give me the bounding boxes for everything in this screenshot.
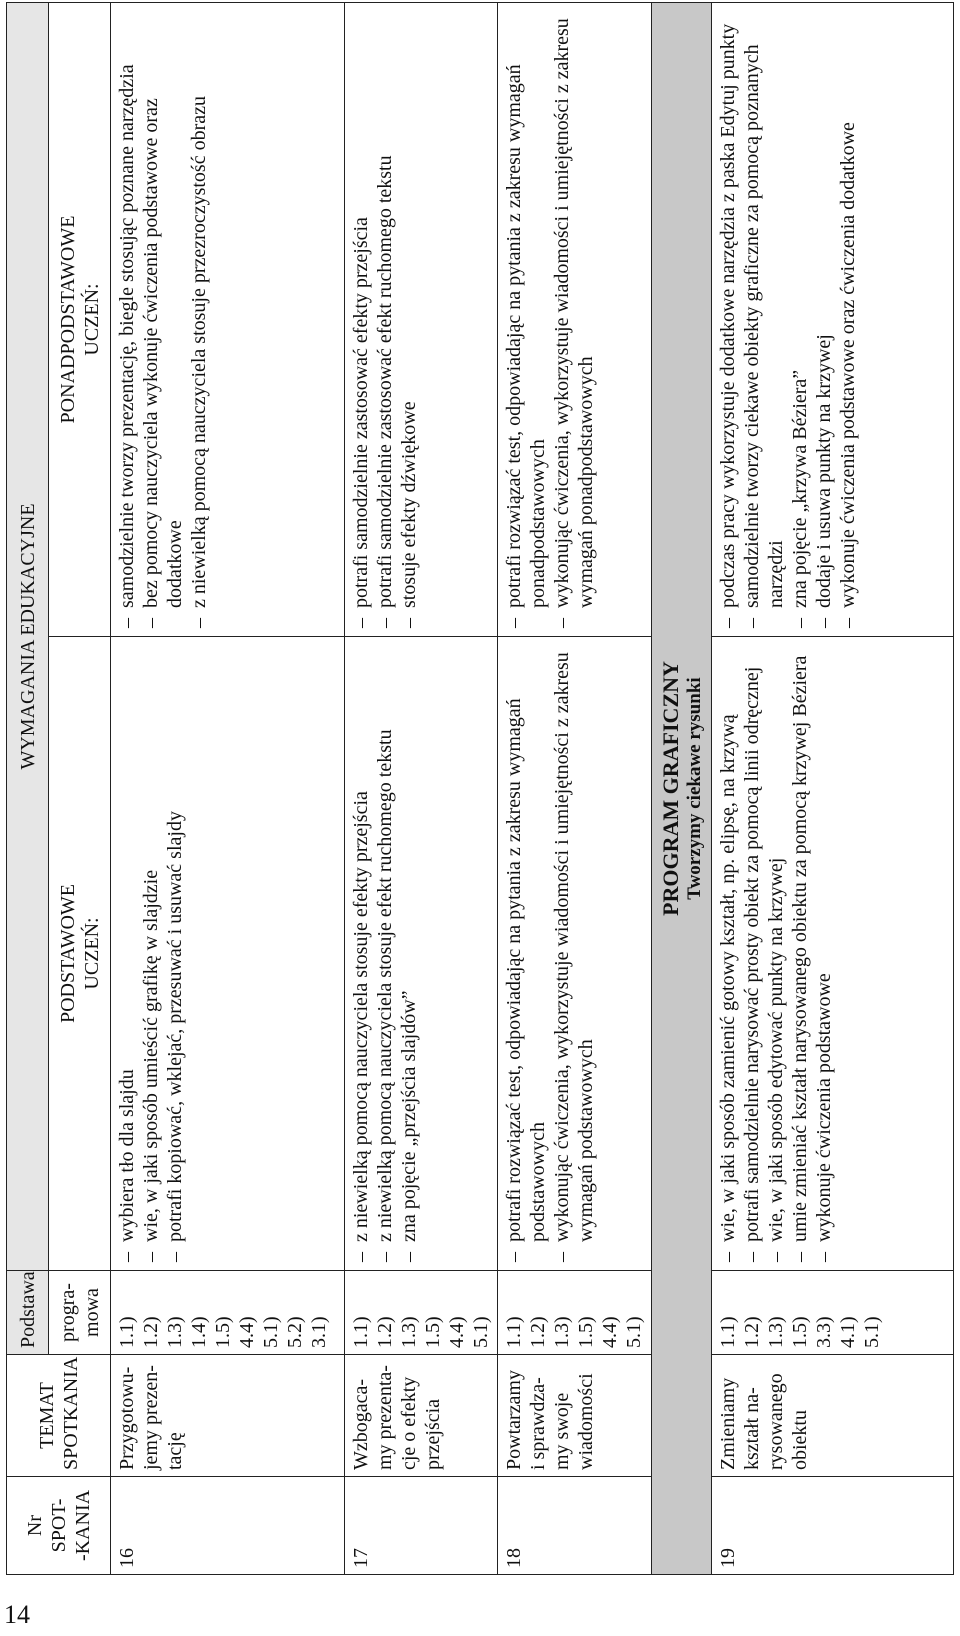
table-row: [345, 3, 498, 1575]
list-item: – wybiera tło dla slajdu: [115, 643, 139, 1264]
row-basic-requirements: [111, 637, 345, 1271]
table-row: [111, 3, 345, 1575]
list-item: – stosuje efekty dźwiękowe: [397, 9, 421, 630]
header-podstawa: progra- mowa: [49, 1271, 111, 1355]
row-number: 18: [498, 1477, 652, 1575]
row-number: 16: [111, 1477, 345, 1575]
row-topic: Zmieniamy kształt na- rysowanego obiektu: [712, 1355, 954, 1477]
row-codes: 1.1) 1.2) 1.3) 1.5) 4.4) 5.1): [345, 1271, 498, 1355]
list-item: – z niewielką pomocą nauczyciela stosuje efekty przejścia: [349, 643, 373, 1264]
list-item: – zna pojęcie „przejścia slajdów”: [397, 643, 421, 1264]
table-row: [712, 3, 954, 1575]
list-item: – z niewielką pomocą nauczyciela stosuje przezroczystość obrazu: [187, 9, 211, 630]
header-wymagania: WYMAGANIA EDUKACYJNE: [7, 3, 49, 1271]
list-item: – potrafi kopiować, wklejać, przesuwać i usuwać slajdy: [163, 643, 187, 1264]
list-item: – potrafi rozwiązać test, odpowiadając na pytania z zakresu wymagań podstawowych: [502, 643, 550, 1264]
list-item: – samodzielnie tworzy prezentację, biegle stosując poznane narzędzia: [115, 9, 139, 630]
requirements-table: [6, 2, 954, 1575]
row-topic: Wzbogaca- my prezenta- cje o efekty przejścia: [345, 1355, 498, 1477]
section-banner-row: [652, 3, 712, 1575]
list-item: – wykonuje ćwiczenia podstawowe: [812, 643, 836, 1264]
list-item: – potrafi samodzielnie narysować prosty obiekt za pomocą linii odręcznej: [740, 643, 764, 1264]
list-item: – wie, w jaki sposób zamienić gotowy kształt, np. elipsę, na krzywą: [716, 643, 740, 1264]
list-item: – podczas pracy wykorzystuje dodatkowe narzędzia z paska Edytuj punkty: [716, 9, 740, 630]
list-item: – dodaje i usuwa punkty na krzywej: [812, 9, 836, 630]
header-podstawa-top: Podstawa: [7, 1271, 49, 1355]
list-item: – z niewielką pomocą nauczyciela stosuje efekt ruchomego tekstu: [373, 643, 397, 1264]
list-item: – wie, w jaki sposób edytować punkty na krzywej: [764, 643, 788, 1264]
list-item: – umie zmieniać kształt narysowanego obiektu za pomocą krzywej Béziera: [788, 643, 812, 1264]
row-number: 17: [345, 1477, 498, 1575]
list-item: – wykonując ćwiczenia, wykorzystuje wiadomości i umiejętności z zakresu wymagań podstawowych: [550, 643, 598, 1264]
list-item: – wykonując ćwiczenia, wykorzystuje wiadomości i umiejętności z zakresu wymagań ponadpodstawowych: [550, 9, 598, 630]
row-advanced-requirements: [111, 3, 345, 637]
page-number: 14: [4, 1600, 30, 1629]
list-item: – potrafi samodzielnie zastosować efekt ruchomego tekstu: [373, 9, 397, 630]
row-advanced-requirements: [498, 3, 652, 637]
row-codes: 1.1) 1.2) 1.3) 1.4) 1.5) 4.4) 5.1) 5.2) 3.1): [111, 1271, 345, 1355]
table-row: [498, 3, 652, 1575]
list-item: – potrafi rozwiązać test, odpowiadając na pytania z zakresu wymagań ponadpodstawowych: [502, 9, 550, 630]
section-subtitle: Tworzymy ciekawe rysunki: [683, 677, 705, 900]
row-codes: 1.1) 1.2) 1.3) 1.5) 4.4) 5.1): [498, 1271, 652, 1355]
list-item: – zna pojęcie „krzywa Béziera”: [788, 9, 812, 630]
row-topic: Powtarzamy i sprawdza- my swoje wiadomości: [498, 1355, 652, 1477]
section-title: PROGRAM GRAFICZNY: [657, 661, 683, 916]
list-item: – wykonuje ćwiczenia podstawowe oraz ćwiczenia dodatkowe: [836, 9, 860, 630]
section-banner: [652, 3, 712, 1575]
header-temat: TEMAT SPOTKANIA: [7, 1355, 111, 1477]
rotated-table-page: [6, 3, 954, 1575]
header-nr: Nr SPOT- -KANIA: [7, 1477, 111, 1575]
row-basic-requirements: [712, 637, 954, 1271]
header-podstawowe: PODSTAWOWE UCZEŃ:: [49, 637, 111, 1271]
row-number: 19: [712, 1477, 954, 1575]
row-advanced-requirements: [345, 3, 498, 637]
list-item: – bez pomocy nauczyciela wykonuje ćwiczenia podstawowe oraz dodatkowe: [139, 9, 187, 630]
row-advanced-requirements: [712, 3, 954, 637]
row-topic: Przygotowu- jemy prezen- tację: [111, 1355, 345, 1477]
list-item: – wie, w jaki sposób umieścić grafikę w slajdzie: [139, 643, 163, 1264]
row-basic-requirements: [498, 637, 652, 1271]
list-item: – potrafi samodzielnie zastosować efekty przejścia: [349, 9, 373, 630]
row-basic-requirements: [345, 637, 498, 1271]
row-codes: 1.1) 1.2) 1.3) 1.5) 3.3) 4.1) 5.1): [712, 1271, 954, 1355]
list-item: – samodzielnie tworzy ciekawe obiekty graficzne za pomocą poznanych narzędzi: [740, 9, 788, 630]
header-ponadpodstawowe: PONADPODSTAWOWE UCZEŃ:: [49, 3, 111, 637]
